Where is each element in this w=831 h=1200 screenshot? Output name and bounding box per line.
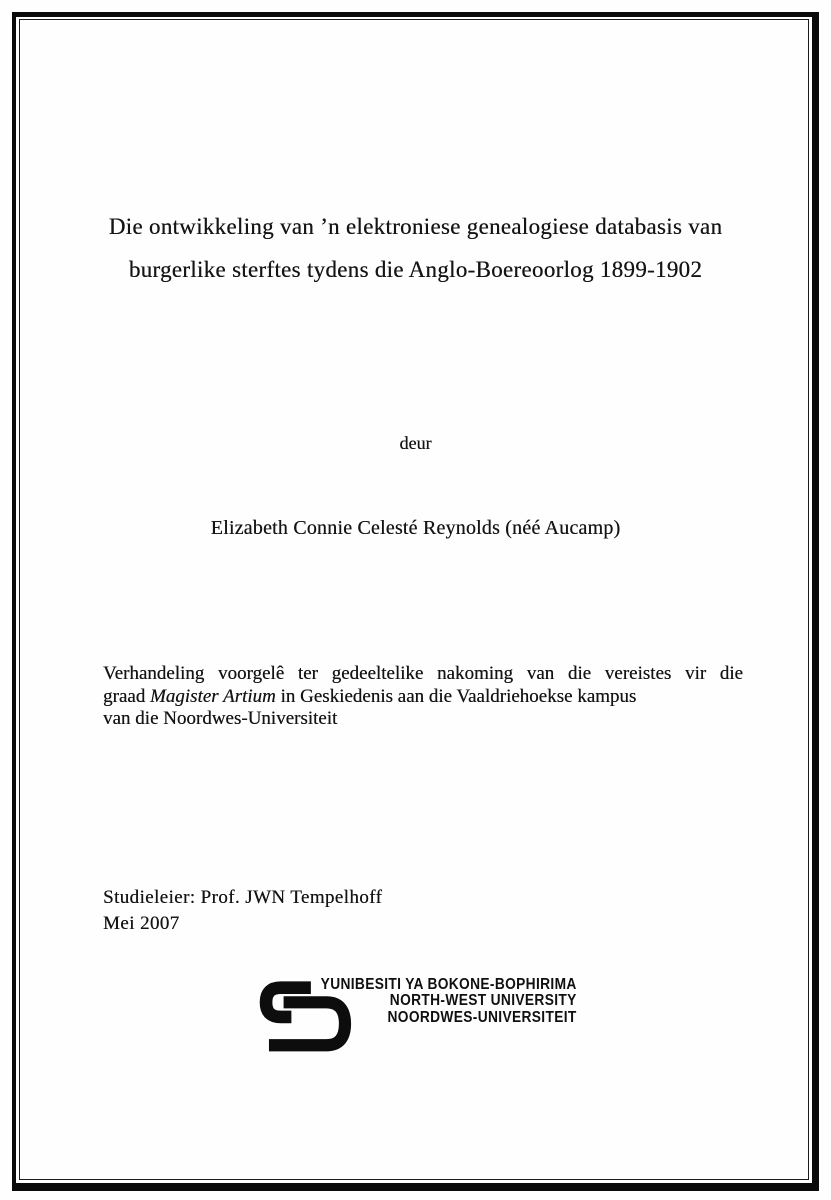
byline-label: deur [399,433,432,453]
submission-line2 [103,686,743,709]
logo-line-afrikaans: NOORDWES-UNIVERSITEIT [387,1008,577,1026]
submission-line2-post: in Geskiedenis aan die Vaaldriehoekse kampus [275,685,637,707]
submission-line3: van die Noordwes-Universiteit [103,708,338,729]
credits-block [103,885,382,937]
thesis-title-line2: burgerlike sterftes tydens die Anglo-Boereoorlog 1899-1902 [128,257,703,282]
university-logo-text [321,977,577,1026]
author-name: Elizabeth Connie Celesté Reynolds (néé Aucamp) [210,517,621,539]
submission-line2-pre: graad [103,685,150,707]
date-line: Mei 2007 [103,913,180,934]
logo-line-setswana: YUNIBESITI YA BOKONE-BOPHIRIMA [321,976,577,993]
degree-name: Magister Artium [149,685,276,707]
submission-line1: Verhandeling voorgelê ter gedeeltelike nakoming van die vereistes vir die [103,663,743,684]
submission-statement [103,663,743,731]
thesis-title [30,205,801,291]
thesis-title-line1: Die ontwikkeling van ’n elektroniese genealogiese databasis van [108,214,723,239]
logo-line-english: NORTH-WEST UNIVERSITY [390,992,577,1010]
supervisor-line: Studieleier: Prof. JWN Tempelhoff [103,887,383,908]
